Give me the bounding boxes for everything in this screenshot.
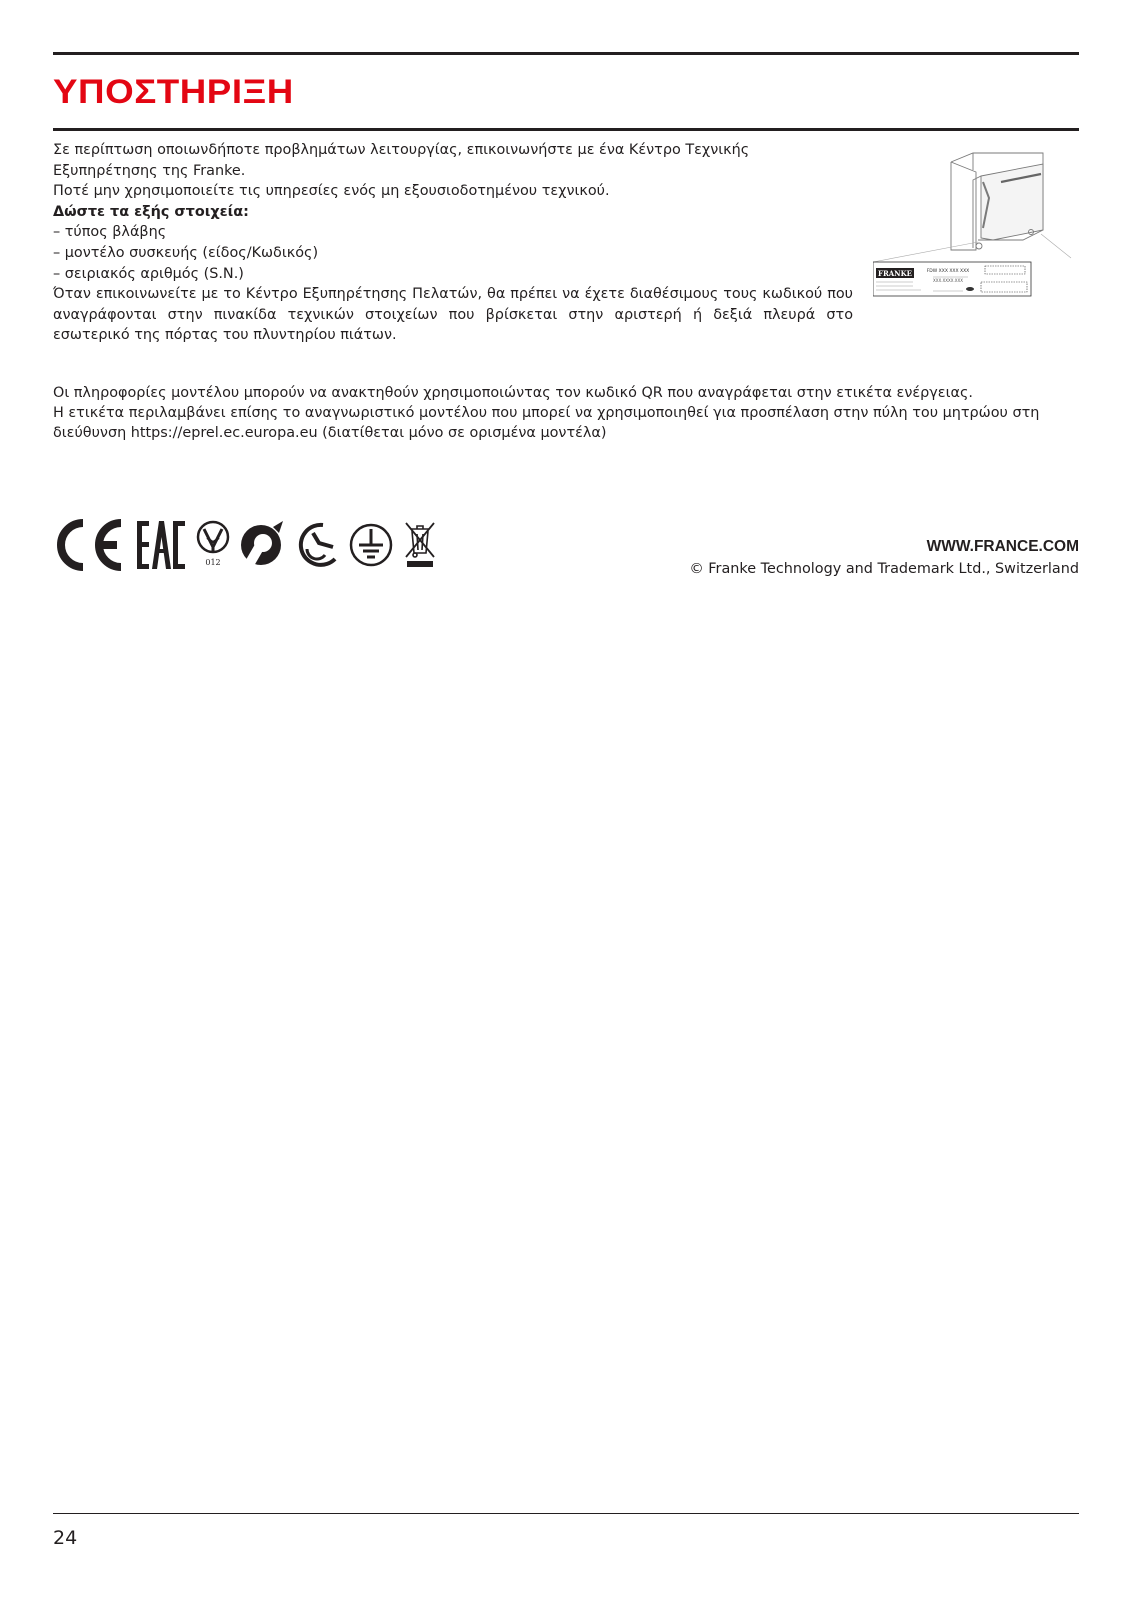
support-intro: [53, 140, 853, 346]
eprel-info-text: Η ετικέτα περιλαμβάνει επίσης το αναγνωριστικό μοντέλου που μπορεί να χρησιμοποιηθεί για προσπέλαση στην πύλη του μητρώου στη διεύθυνση https://eprel.ec.europa.eu (διατίθεται μόνο σε ορισμένα μοντέλα): [53, 405, 1040, 441]
plate-brand: FRANKE: [877, 269, 913, 278]
certification-mark-icon-2: [293, 519, 339, 571]
top-rule: [53, 52, 1079, 55]
dishwasher-rating-plate-illustration: [873, 150, 1073, 310]
ukrainian-mark-icon: [195, 519, 231, 571]
weee-bin-icon: [403, 519, 437, 571]
certification-marks: [53, 515, 437, 575]
page-number: 24: [53, 1527, 78, 1549]
ce-mark-icon: [53, 519, 127, 571]
eac-mark-icon: [135, 519, 187, 571]
page-title: ΥΠΟΣΤΗΡΙΞΗ: [53, 73, 294, 111]
details-heading: Δώστε τα εξής στοιχεία:: [53, 203, 249, 220]
qr-info-text: Οι πληροφορίες μοντέλου μπορούν να ανακτηθούν χρησιμοποιώντας τον κωδικό QR που αναγράφεται στην ετικέτα ενέργειας.: [53, 385, 973, 401]
certification-mark-icon: [239, 519, 285, 571]
list-item: – μοντέλο συσκευής (είδος/Κωδικός): [53, 244, 319, 261]
service-center-text: Σε περίπτωση οποιωνδήποτε προβλημάτων λειτουργίας, επικοινωνήστε με ένα Κέντρο Τεχνικής Εξυπηρέτησης της Franke.: [53, 142, 750, 179]
model-info: [53, 383, 1083, 443]
title-rule: [53, 128, 1079, 131]
plate-code: XXX.XXXX.XXX: [933, 278, 963, 283]
contact-paragraph: Όταν επικοινωνείτε με το Κέντρο Εξυπηρέτησης Πελατών, θα πρέπει να έχετε διαθέσιμους τους κωδικού που αναγράφονται στην πινακίδα τεχνικών στοιχείων που βρίσκεται στην αριστερή ή δεξιά πλευρά στο εσωτερικό της πόρτας του πλυντηρίου πιάτων.: [53, 286, 853, 344]
copyright-notice: © Franke Technology and Trademark Ltd., Switzerland: [689, 561, 1079, 577]
unauthorized-warning: Ποτέ μην χρησιμοποιείτε τις υπηρεσίες ενός μη εξουσιοδοτημένου τεχνικού.: [53, 183, 610, 200]
list-item: – τύπος βλάβης: [53, 224, 167, 241]
ground-symbol-icon: [347, 519, 395, 571]
footer-rule: [53, 1513, 1079, 1514]
list-item: – σειριακός αριθμός (S.N.): [53, 265, 244, 282]
website-link[interactable]: WWW.FRANCE.COM: [926, 538, 1079, 555]
plate-model: FDW XXX XXX XXX: [926, 269, 970, 274]
ukr-code: 012: [205, 558, 221, 567]
